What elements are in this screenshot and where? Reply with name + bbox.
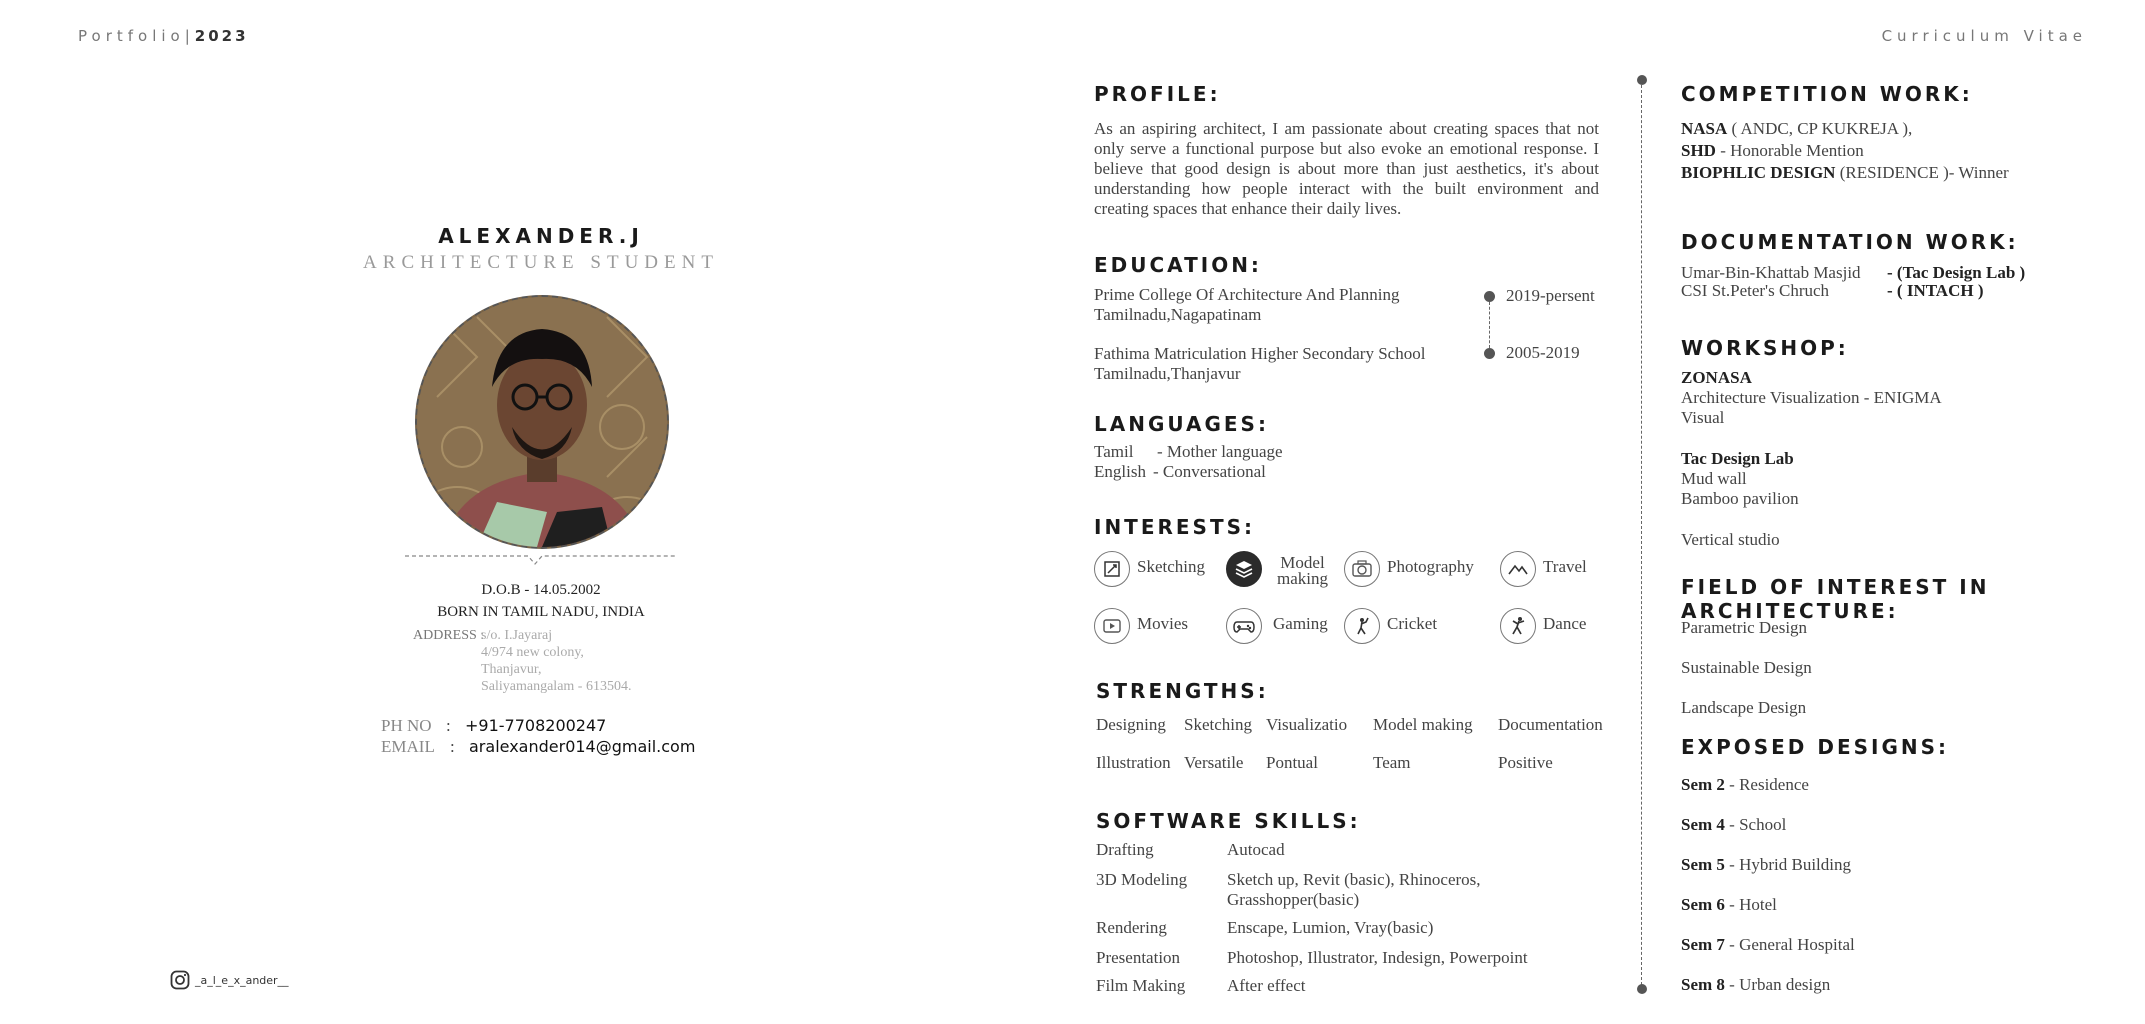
exposed-item: Sem 5 - Hybrid Building (1681, 855, 1852, 874)
email-sep: : (450, 737, 455, 756)
workshop-title: Tac Design Lab (1681, 449, 1794, 468)
workshop-line: Architecture Visualization - ENIGMA (1681, 388, 1942, 407)
phone-row (381, 716, 432, 736)
header-separator: | (184, 27, 195, 45)
strengths-heading: STRENGTHS: (1096, 679, 1269, 703)
software-tools: Autocad (1227, 840, 1285, 859)
documentation-place: CSI St.Peter's Chruch (1681, 281, 1830, 300)
column-divider (1641, 85, 1642, 985)
cv-header: Curriculum Vitae (1881, 27, 2087, 45)
interest-label: Sketching (1137, 557, 1205, 576)
field-item: Landscape Design (1681, 698, 1807, 717)
address-block (413, 627, 632, 694)
dob: D.O.B - 14.05.2002 (481, 582, 601, 598)
strength-item: Pontual (1266, 753, 1318, 772)
education-place: Tamilnadu,Thanjavur (1094, 364, 1241, 383)
phone-number[interactable]: +91-7708200247 (465, 716, 607, 735)
cricket-icon (1344, 608, 1380, 644)
documentation-org: - (Tac Design Lab ) (1887, 263, 2026, 282)
interest-label: Model making (1277, 553, 1328, 588)
software-tools: Enscape, Lumion, Vray(basic) (1227, 918, 1434, 937)
strength-item: Illustration (1096, 753, 1171, 772)
education-place: Tamilnadu,Nagapatinam (1094, 305, 1262, 324)
email-label: EMAIL (381, 737, 435, 756)
strength-item: Versatile (1184, 753, 1244, 772)
workshop-title: ZONASA (1681, 368, 1752, 387)
education-school: Fathima Matriculation Higher Secondary School (1094, 344, 1426, 363)
address-line: s/o. I.Jayaraj (481, 628, 553, 643)
exposed-item: Sem 6 - Hotel (1681, 895, 1777, 914)
exposed-item: Sem 4 - School (1681, 815, 1787, 834)
software-category: 3D Modeling (1096, 870, 1188, 889)
phone-label: PH NO (381, 716, 432, 735)
birthplace: BORN IN TAMIL NADU, INDIA (437, 604, 645, 620)
person-role: ARCHITECTURE STUDENT (363, 252, 719, 273)
interests-heading: INTERESTS: (1094, 515, 1255, 539)
interest-label: Cricket (1387, 614, 1438, 633)
gamepad-icon (1226, 608, 1262, 644)
documentation-heading: DOCUMENTATION WORK: (1681, 230, 2019, 254)
camera-icon (1344, 551, 1380, 587)
timeline-line (1489, 302, 1490, 348)
documentation-place: Umar-Bin-Khattab Masjid (1681, 263, 1861, 282)
strength-item: Designing (1096, 715, 1166, 734)
instagram-handle[interactable] (170, 970, 289, 990)
education-school: Prime College Of Architecture And Planning (1094, 285, 1400, 304)
software-tools: Sketch up, Revit (basic), Rhinoceros, Grasshopper(basic) (1227, 870, 1481, 909)
divider-dot-bottom (1637, 984, 1647, 994)
mountain-icon (1500, 551, 1536, 587)
strength-item: Sketching (1184, 715, 1252, 734)
profile-photo (415, 295, 669, 549)
language-level: - Conversational (1153, 462, 1266, 481)
person-name: ALEXANDER.J (438, 224, 644, 248)
photo-divider (405, 548, 675, 568)
interest-label: Gaming (1273, 614, 1328, 633)
exposed-item: Sem 7 - General Hospital (1681, 935, 1855, 954)
education-item (1094, 285, 1399, 325)
strength-item: Documentation (1498, 715, 1603, 734)
exposed-heading: EXPOSED DESIGNS: (1681, 735, 1950, 759)
field-heading: FIELD OF INTEREST IN ARCHITECTURE: (1681, 575, 1990, 623)
competition-heading: COMPETITION WORK: (1681, 82, 1973, 106)
software-tools: Photoshop, Illustrator, Indesign, Powerpoint (1227, 948, 1528, 967)
workshop-line: Bamboo pavilion (1681, 489, 1799, 508)
portrait-illustration (417, 297, 667, 547)
competition-item: NASA ( ANDC, CP KUKREJA ), (1681, 119, 1913, 138)
portfolio-header (78, 27, 249, 45)
address-line: Thanjavur, (481, 662, 542, 677)
workshop-extra: Vertical studio (1681, 530, 1780, 549)
documentation-org: - ( INTACH ) (1887, 281, 1984, 300)
workshop-group (1681, 368, 1942, 428)
strength-item: Model making (1373, 715, 1473, 734)
interest-label: Dance (1543, 614, 1587, 633)
email-address[interactable]: aralexander014@gmail.com (469, 737, 696, 756)
address-line: 4/974 new colony, (481, 645, 584, 660)
language-name: Tamil (1094, 442, 1134, 461)
workshop-heading: WORKSHOP: (1681, 336, 1849, 360)
software-tools: After effect (1227, 976, 1306, 995)
layers-icon (1226, 551, 1262, 587)
education-item (1094, 344, 1425, 384)
workshop-line: Mud wall (1681, 469, 1747, 488)
education-years: 2019-persent (1506, 286, 1595, 305)
divider-dot-top (1637, 75, 1647, 85)
software-category: Rendering (1096, 918, 1167, 937)
strength-item: Team (1373, 753, 1411, 772)
language-level: - Mother language (1157, 442, 1283, 461)
software-category: Film Making (1096, 976, 1186, 995)
address-label: ADDRESS : (413, 628, 485, 643)
interest-label: Travel (1543, 557, 1587, 576)
portfolio-label: Portfolio (78, 27, 185, 45)
timeline-dot (1484, 291, 1495, 302)
interest-label: Movies (1137, 614, 1188, 633)
portfolio-year: 2023 (194, 27, 249, 45)
education-years: 2005-2019 (1506, 343, 1580, 362)
field-item: Sustainable Design (1681, 658, 1812, 677)
language-name: English (1094, 462, 1146, 481)
software-category: Drafting (1096, 840, 1154, 859)
exposed-item: Sem 2 - Residence (1681, 775, 1809, 794)
workshop-line: Visual (1681, 408, 1725, 427)
address-lines (481, 627, 681, 695)
play-icon (1094, 608, 1130, 644)
instagram-text: _a_l_e_x_ander__ (195, 973, 289, 987)
workshop-group (1681, 449, 1799, 509)
software-category: Presentation (1096, 948, 1181, 967)
address-line: Saliyamangalam - 613504. (481, 679, 632, 694)
strength-item: Positive (1498, 753, 1553, 772)
languages-heading: LANGUAGES: (1094, 412, 1269, 436)
timeline-dot (1484, 348, 1495, 359)
strength-item: Visualizatio (1266, 715, 1348, 734)
competition-item: BIOPHLIC DESIGN (RESIDENCE )- Winner (1681, 163, 2009, 182)
field-item: Parametric Design (1681, 618, 1808, 637)
exposed-item: Sem 8 - Urban design (1681, 975, 1831, 994)
interest-label: Photography (1387, 557, 1474, 576)
education-heading: EDUCATION: (1094, 253, 1262, 277)
software-heading: SOFTWARE SKILLS: (1096, 809, 1361, 833)
phone-sep: : (446, 716, 451, 735)
profile-text: As an aspiring architect, I am passionate about creating spaces that not only serve a functional purpose but also evoke an emotional response. I believe that good design is about more than just aesthetics, it's about understanding how people interact with the built environment and creating spaces that enhance their daily lives. (1094, 119, 1599, 218)
instagram-icon (170, 970, 190, 990)
sketch-icon (1094, 551, 1130, 587)
competition-item: SHD - Honorable Mention (1681, 141, 1864, 160)
dance-icon (1500, 608, 1536, 644)
profile-heading: PROFILE: (1094, 82, 1221, 106)
